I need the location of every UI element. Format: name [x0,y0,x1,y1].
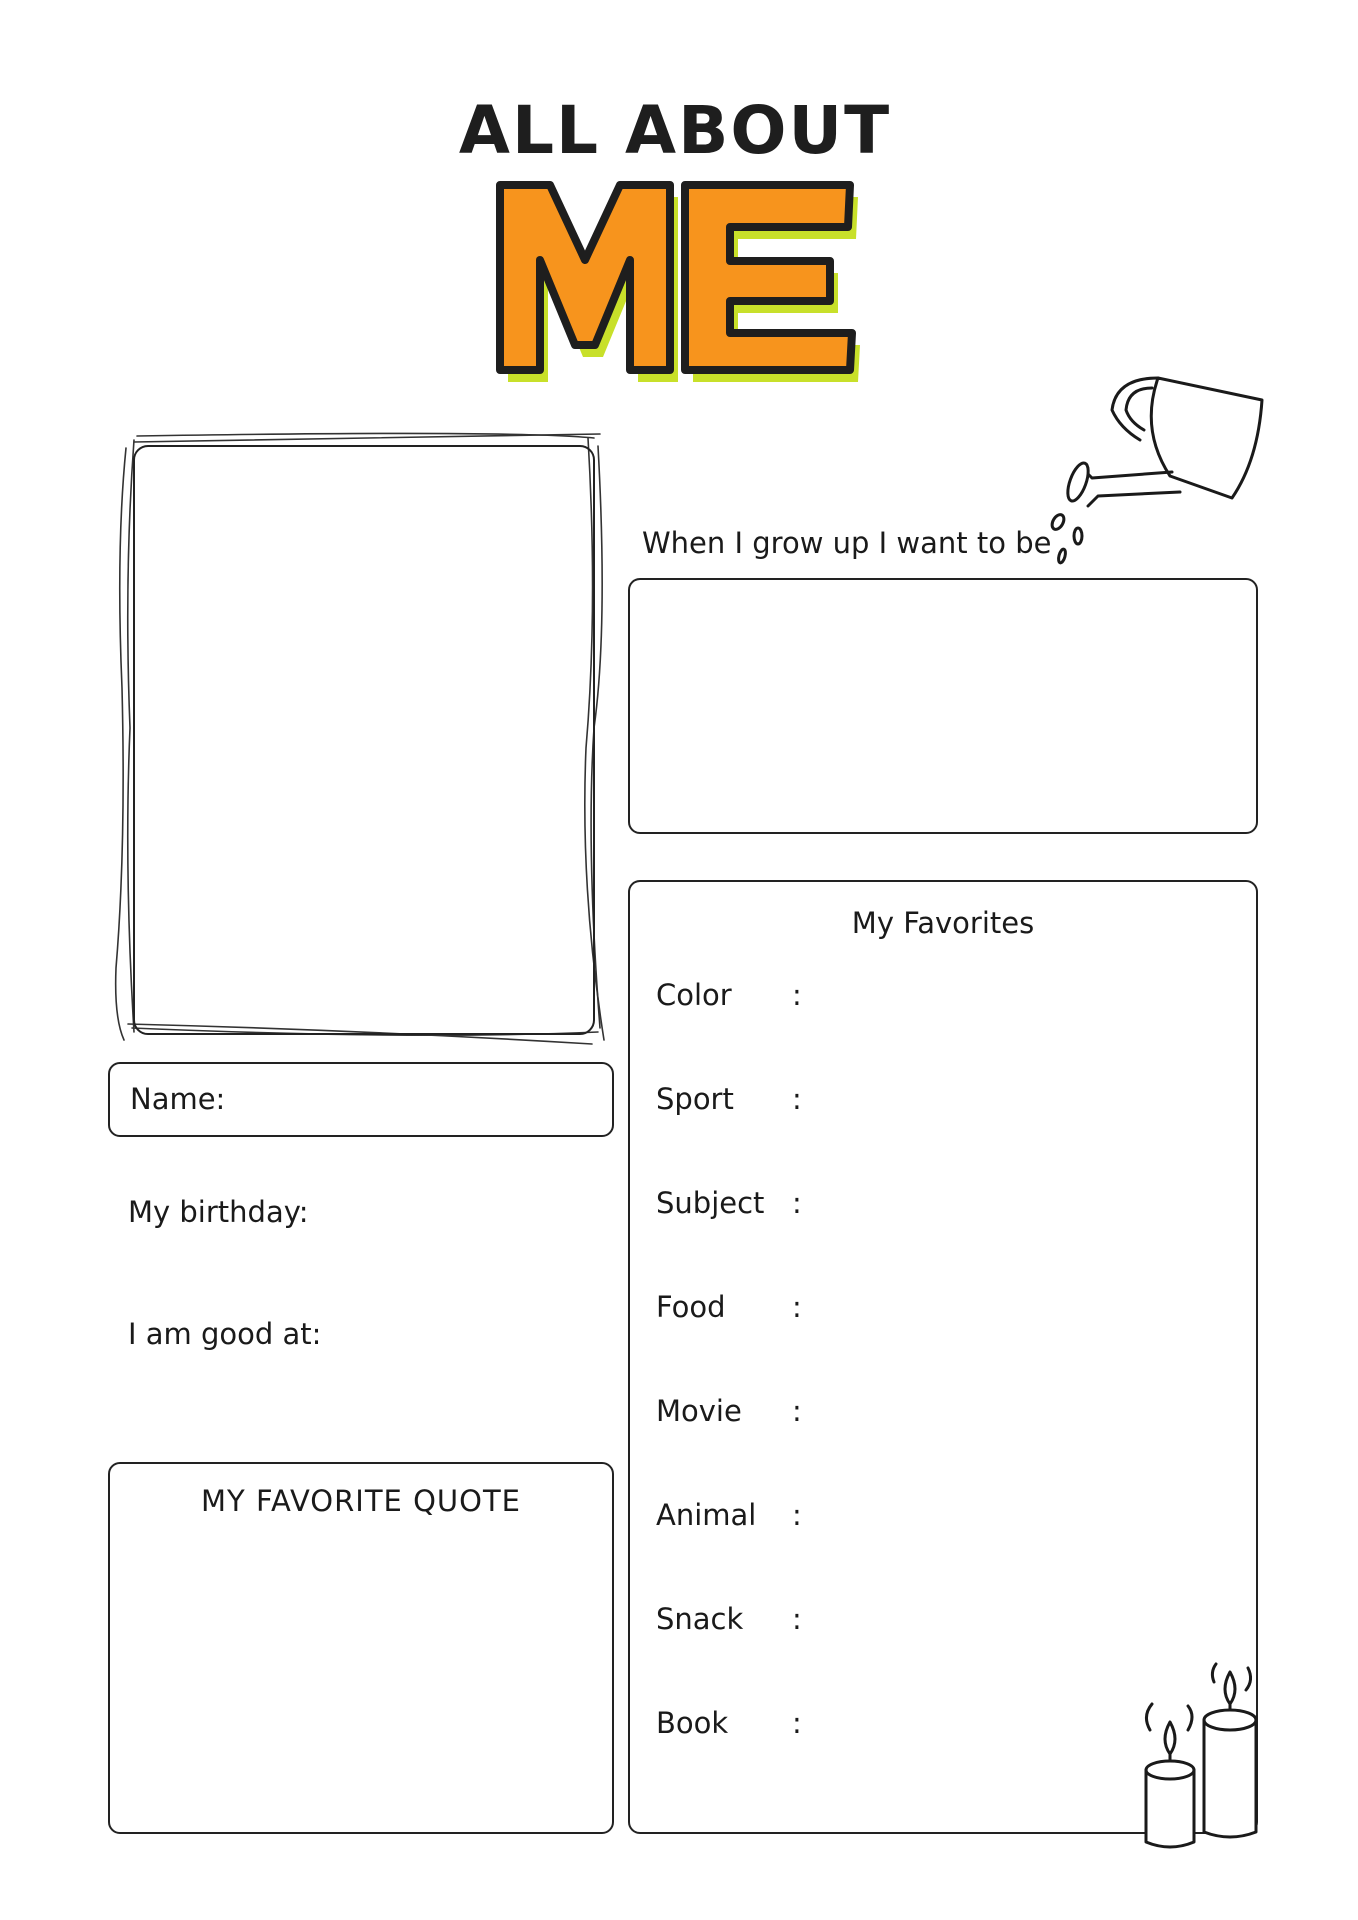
candles-icon [1130,1660,1280,1850]
favorite-label: Book [656,1706,729,1740]
favorite-colon: : [792,978,802,1012]
name-field[interactable] [108,1062,614,1137]
favorite-label: Color [656,978,732,1012]
favorite-colon: : [792,1706,802,1740]
favorite-label: Food [656,1290,726,1324]
favorite-colon: : [792,1394,802,1428]
favorite-colon: : [792,1498,802,1532]
quote-title: MY FAVORITE QUOTE [201,1484,521,1518]
name-label: Name: [130,1082,226,1116]
birthday-label: My birthday: [128,1195,309,1229]
favorite-label: Movie [656,1394,742,1428]
title-me-logo [490,165,870,405]
favorite-label: Sport [656,1082,734,1116]
page-title-top: ALL ABOUT [458,92,892,169]
good-at-label: I am good at: [128,1317,322,1351]
favorite-colon: : [792,1602,802,1636]
favorite-label: Animal [656,1498,757,1532]
favorite-label: Snack [656,1602,744,1636]
favorite-quote-box[interactable] [108,1462,614,1834]
favorite-label: Subject [656,1186,765,1220]
favorite-colon: : [792,1082,802,1116]
favorite-colon: : [792,1290,802,1324]
favorite-colon: : [792,1186,802,1220]
photo-frame[interactable] [112,428,612,1048]
grow-up-label: When I grow up I want to be [642,526,1052,560]
favorites-title: My Favorites [851,906,1035,940]
grow-up-box[interactable] [628,578,1258,834]
watering-can-icon [1040,370,1270,570]
